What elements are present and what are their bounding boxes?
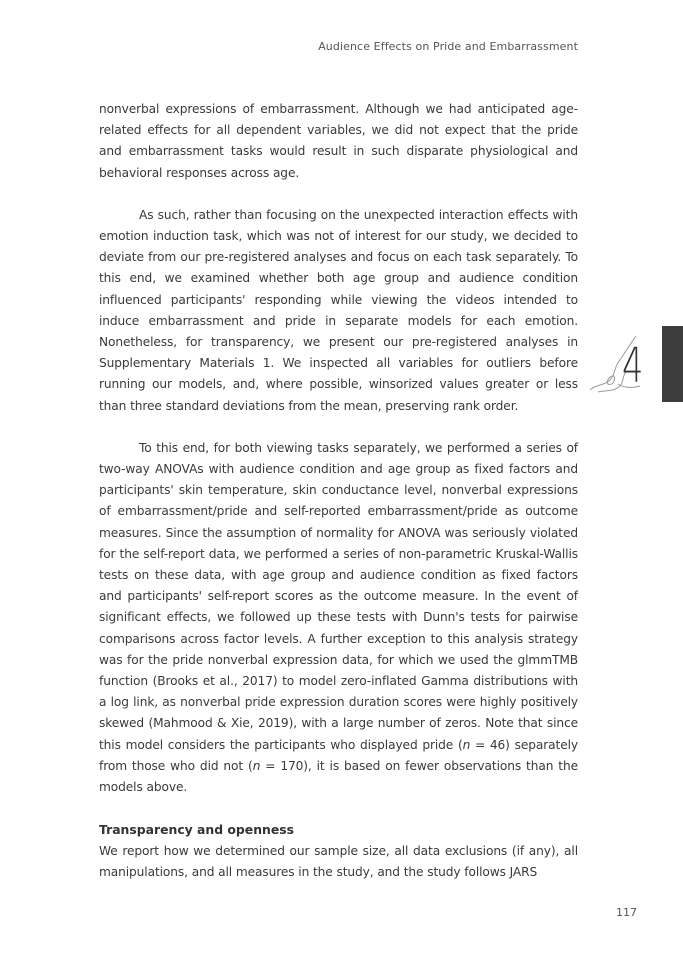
paragraph-1: nonverbal expressions of embarrassment. Although we had anticipated age-related effects for all dependent variables, we did not expect that the pride and embarrassment tasks would result in such disparate physiological and behavioral responses across age. — [99, 102, 578, 180]
page-number: 117 — [616, 906, 637, 919]
running-head: Audience Effects on Pride and Embarrassment — [318, 40, 578, 53]
body-text — [99, 99, 578, 883]
chapter-tab — [662, 326, 683, 402]
paragraph-3: To this end, for both viewing tasks separately, we performed a series of two-way ANOVAs with audience condition and age group as fixed factors and participants' skin temperature, skin conductance level, nonverbal expressions of embarrassment/pride and self-reported embarrassment/pride as outcome measures. Since the assumption of normality for ANOVA was seriously violated for the self-report data, we performed a series of non-parametric Kruskal-Wallis tests on these data, with age group and audience condition as fixed factors and participants' self-report scores as the outcome measure. In the event of significant effects, we followed up these tests with Dunn's tests for pairwise comparisons across factor levels. A further exception to this analysis strategy was for the pride nonverbal expression data, for which we used the glmmTMB function (Brooks et al., 2017) to model zero-inflated Gamma distributions with a log link, as nonverbal pride expression duration scores were highly positively skewed (Mahmood & Xie, 2019), with a large number of zeros. Note that since this model considers the participants who displayed pride (n = 46) separately from those who did not (n = 170), it is based on fewer observations than the models above. — [99, 440, 578, 795]
paragraph-2: As such, rather than focusing on the unexpected interaction effects with emotion induction task, which was not of interest for our study, we decided to deviate from our pre-registered analyses and focus on each task separately. To this end, we examined whether both age group and audience condition influenced participants' responding while viewing the videos intended to induce embarrassment and pride in separate models for each emotion. Nonetheless, for transparency, we present our pre-registered analyses in Supplementary Materials 1. We inspected all variables for outliers before running our models, and, where possible, winsorized values greater or less than three standard deviations from the mean, preserving rank order. — [99, 207, 578, 413]
chapter-number: 4 — [622, 338, 644, 394]
section-heading: Transparency and openness — [99, 822, 295, 838]
section-paragraph: We report how we determined our sample size, all data exclusions (if any), all manipulations, and all measures in the study, and the study follows JARS — [99, 843, 578, 879]
